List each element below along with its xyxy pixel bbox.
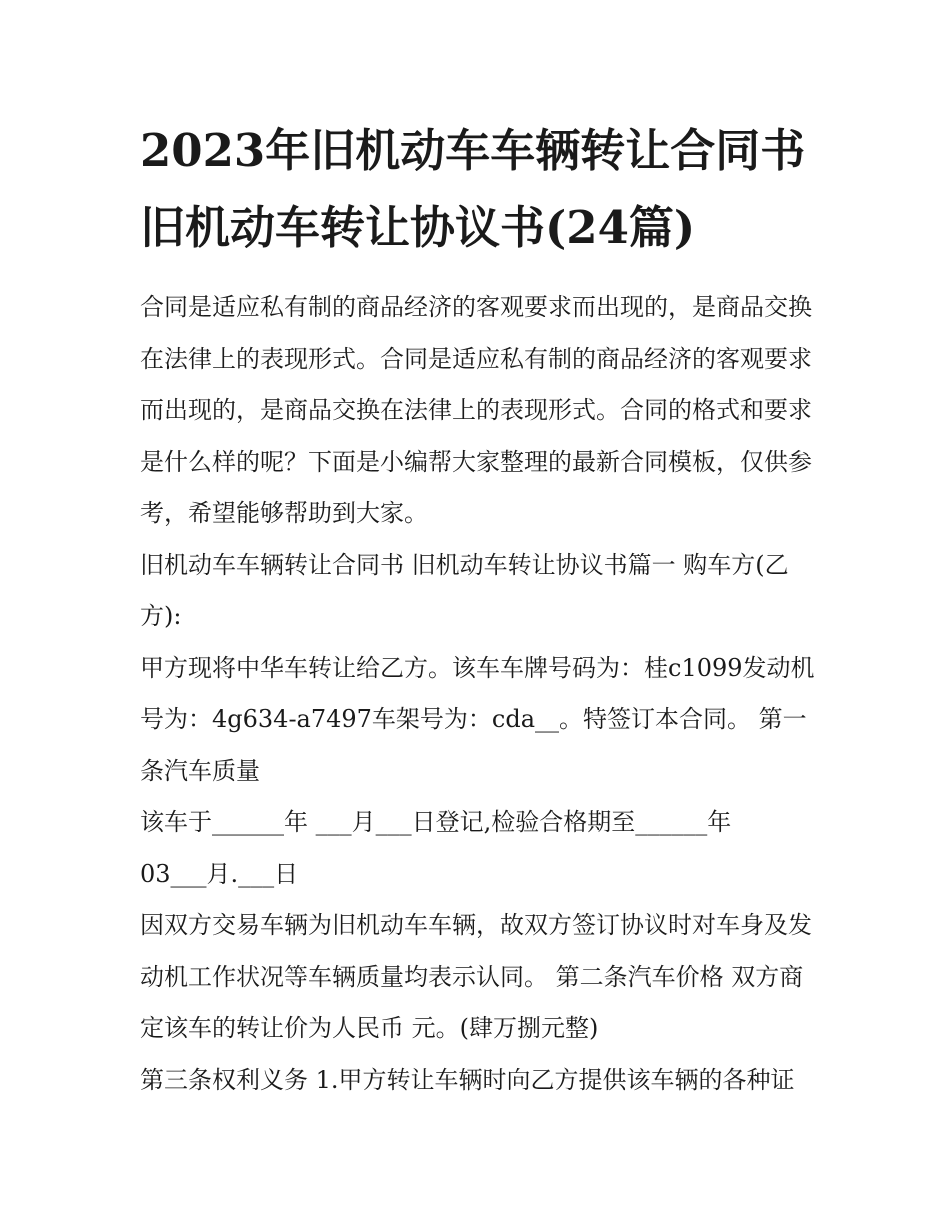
registration-date-paragraph: 该车于______年 ___月___日登记,检验合格期至______年 bbox=[140, 808, 732, 836]
vehicle-info-paragraph: 甲方现将中华车转让给乙方。该车车牌号码为：桂c1099发动机号为：4g634-a7497车架号为：cda__。特签订本合同。 第一条汽车质量 bbox=[140, 653, 815, 785]
intro-paragraph: 合同是适应私有制的商品经济的客观要求而出现的，是商品交换在法律上的表现形式。合同是适应私有制的商品经济的客观要求而出现的，是商品交换在法律上的表现形式。合同的格式和要求是什么样的呢？下面是小编帮大家整理的最新合同模板，仅供参考，希望能够帮助到大家。 bbox=[140, 293, 812, 527]
rights-obligations-paragraph: 第三条权利义务 1.甲方转让车辆时向乙方提供该车辆的各种证 bbox=[140, 1065, 795, 1094]
document-title: 2023年旧机动车车辆转让合同书 旧机动车转让协议书(24篇) bbox=[140, 124, 806, 254]
inspection-date-paragraph: 03___月.___日 bbox=[140, 859, 299, 888]
section-heading-paragraph: 旧机动车车辆转让合同书 旧机动车转让协议书篇一 购车方(乙方): bbox=[140, 550, 789, 630]
document-page bbox=[140, 112, 820, 1106]
quality-price-paragraph: 因双方交易车辆为旧机动车车辆，故双方签订协议时对车身及发动机工作状况等车辆质量均表示认同。 第二条汽车价格 双方商定该车的转让价为人民币 元。(肆万捌元整) bbox=[140, 911, 812, 1042]
